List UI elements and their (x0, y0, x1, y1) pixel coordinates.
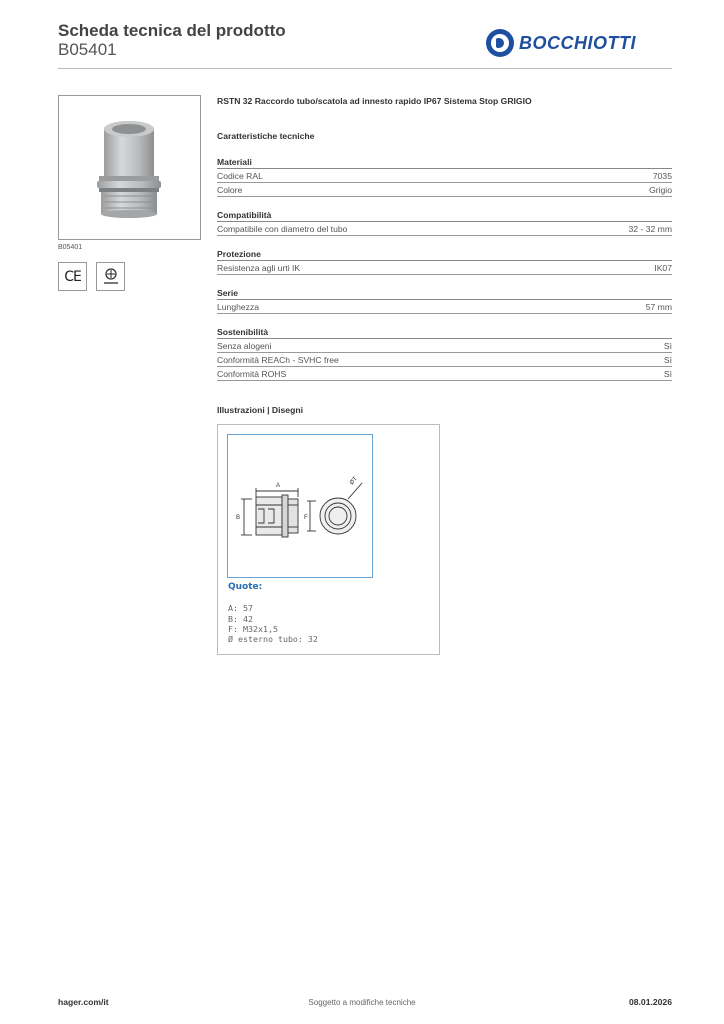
technical-drawing-icon (228, 435, 374, 579)
spec-label: Resistenza agli urti IK (217, 263, 301, 273)
product-description: RSTN 32 Raccordo tubo/scatola ad innesto rapido IP67 Sistema Stop GRIGIO (217, 96, 532, 106)
page-title: Scheda tecnica del prodotto (58, 21, 286, 40)
spec-row (217, 300, 672, 314)
spec-group-protezione (217, 249, 672, 275)
spec-label: Colore (217, 185, 243, 195)
drawing-label-b: B (236, 515, 241, 521)
spec-value: IK07 (654, 263, 672, 273)
brand-name: BOCCHIOTTI (519, 32, 636, 53)
spec-row (217, 222, 672, 236)
drawing-label-f: F (304, 515, 308, 521)
brand-logo (486, 29, 636, 57)
spec-row (217, 169, 672, 183)
quote-line: F: M32x1,5 (228, 624, 278, 634)
certification-seal-icon (96, 262, 125, 291)
spec-label: Compatibile con diametro del tubo (217, 224, 348, 234)
drawing-label-a: A (276, 483, 281, 489)
spec-label: Codice RAL (217, 171, 263, 181)
quote-line: Ø esterno tubo: 32 (228, 634, 318, 644)
specs-heading: Caratteristiche tecniche (217, 131, 315, 141)
spec-group-title: Compatibilità (217, 210, 672, 222)
spec-group-title: Protezione (217, 249, 672, 261)
spec-group-title: Sostenibilità (217, 327, 672, 339)
quote-title: Quote: (228, 582, 263, 592)
drawing-label-diameter: ØT (348, 476, 359, 487)
illustration-panel (217, 424, 440, 655)
illustrations-heading: Illustrazioni | Disegni (217, 405, 303, 415)
quote-line: A: 57 (228, 603, 253, 613)
quote-line: B: 42 (228, 614, 253, 624)
spec-label: Lunghezza (217, 302, 260, 312)
spec-label: Senza alogeni (217, 341, 272, 351)
product-photo-icon (59, 96, 202, 241)
spec-group-serie (217, 288, 672, 314)
spec-value: Grigio (649, 185, 672, 195)
spec-row (217, 367, 672, 381)
spec-value: 32 - 32 mm (628, 224, 672, 234)
spec-row (217, 353, 672, 367)
header-divider (58, 68, 672, 69)
photo-caption: B05401 (58, 244, 83, 251)
product-code: B05401 (58, 40, 117, 59)
spec-row (217, 183, 672, 197)
spec-group-compatibilita (217, 210, 672, 236)
spec-label: Conformità REACh - SVHC free (217, 355, 339, 365)
spec-group-title: Serie (217, 288, 672, 300)
spec-group-title: Materiali (217, 157, 672, 169)
footer-note: Soggetto a modifiche tecniche (308, 998, 416, 1007)
spec-label: Conformità ROHS (217, 369, 287, 379)
spec-value: Sì (663, 341, 672, 351)
spec-row (217, 261, 672, 275)
spec-value: Sì (663, 355, 672, 365)
footer-website: hager.com/it (58, 997, 109, 1007)
spec-row (217, 339, 672, 353)
footer-date: 08.01.2026 (628, 997, 672, 1007)
product-photo (58, 95, 201, 240)
spec-group-sostenibilita (217, 327, 672, 381)
technical-drawing (227, 434, 373, 578)
spec-value: Sì (663, 369, 672, 379)
ce-mark-icon: CE (58, 262, 87, 291)
spec-group-materiali (217, 157, 672, 197)
brand-logo-icon (486, 29, 514, 57)
spec-value: 7035 (652, 171, 672, 181)
spec-value: 57 mm (645, 302, 672, 312)
